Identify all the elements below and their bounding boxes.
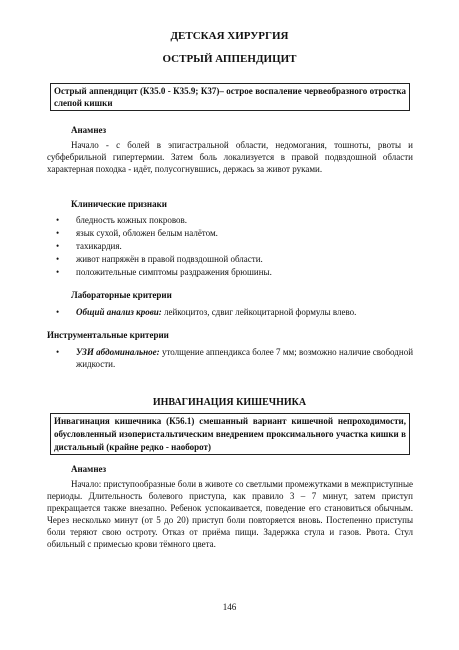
bullet-icon: • (56, 241, 60, 251)
instr-text: утолщение аппендикса более 7 мм; возможно наличие свободной жидкости. (76, 347, 414, 369)
bullet-icon: • (56, 215, 60, 225)
page-number: 146 (222, 602, 237, 612)
section-title: ДЕТСКАЯ ХИРУРГИЯ (170, 30, 289, 42)
instr-label: УЗИ абдоминальное: (76, 347, 160, 357)
intussusception-title: ИНВАГИНАЦИЯ КИШЕЧНИКА (152, 397, 307, 408)
bullet-icon: • (56, 228, 60, 238)
list-item: • язык сухой, обложен белым налётом. (56, 228, 218, 238)
clinical-signs-list (56, 214, 413, 279)
intussusception-definition-box: Инвагинация кишечника (К56.1) смешанный вариант кишечной непроходимости, обусловленный изоперистальтическим внедрением проксимального участка кишки в дистальный (крайне редко - наоборот) (50, 413, 410, 455)
clinical-signs-heading: Клинические признаки (71, 199, 167, 209)
lab-criteria-heading: Лабораторные критерии (71, 290, 172, 300)
intussusception-anamnesis-heading: Анамнез (71, 464, 107, 474)
appendicitis-definition-box: Острый аппендицит (К35.0 - К35.9; К37)– острое воспаление червеобразного отростка слепой кишки (50, 83, 410, 111)
bullet-icon: • (56, 267, 60, 277)
list-item: • положительные симптомы раздражения брюшины. (56, 267, 272, 277)
bullet-icon: • (56, 347, 60, 357)
instrumental-item (56, 346, 413, 370)
lab-criteria-list (56, 306, 413, 319)
lab-label: Общий анализ крови: (76, 307, 162, 317)
list-item: • живот напряжён в правой подвздошной области. (56, 254, 263, 264)
list-item: • бледность кожных покровов. (56, 215, 188, 225)
instrumental-criteria-heading: Инструментальные критерии (47, 330, 169, 340)
topic-title: ОСТРЫЙ АППЕНДИЦИТ (162, 53, 297, 65)
anamnesis-paragraph: Начало - с болей в эпигастральной области, недомогания, тошноты, рвоты и субфебрильной гипертермии. Затем боль локализуется в правой подвздошной области характерная походка - идёт, полусогнувшись, держась за живот руками. (47, 140, 413, 174)
lab-text: лейкоцитоз, сдвиг лейкоцитарной формулы влево. (161, 307, 357, 317)
intussusception-anamnesis-paragraph: Начало: приступообразные боли в животе со светлыми промежутками в межприступные периоды. Длительность болевого приступа, как правило 3 – 7 минут, затем приступ прекращается также внезапно. Ребенок успокаивается, поведение его становиться обычным. Через несколько минут (от 5 до 20) приступ боли повторяется вновь. Постепенно приступы боли теряют свою остроту. Отказ от приёма пищи. Задержка стула и газов. Рвота. Стул обильный с примесью крови тёмного цвета. (47, 479, 413, 549)
bullet-icon: • (56, 254, 60, 264)
list-item: • тахикардия. (56, 241, 122, 251)
bullet-icon: • (56, 307, 60, 317)
list-item (56, 306, 413, 319)
anamnesis-heading: Анамнез (71, 125, 107, 135)
